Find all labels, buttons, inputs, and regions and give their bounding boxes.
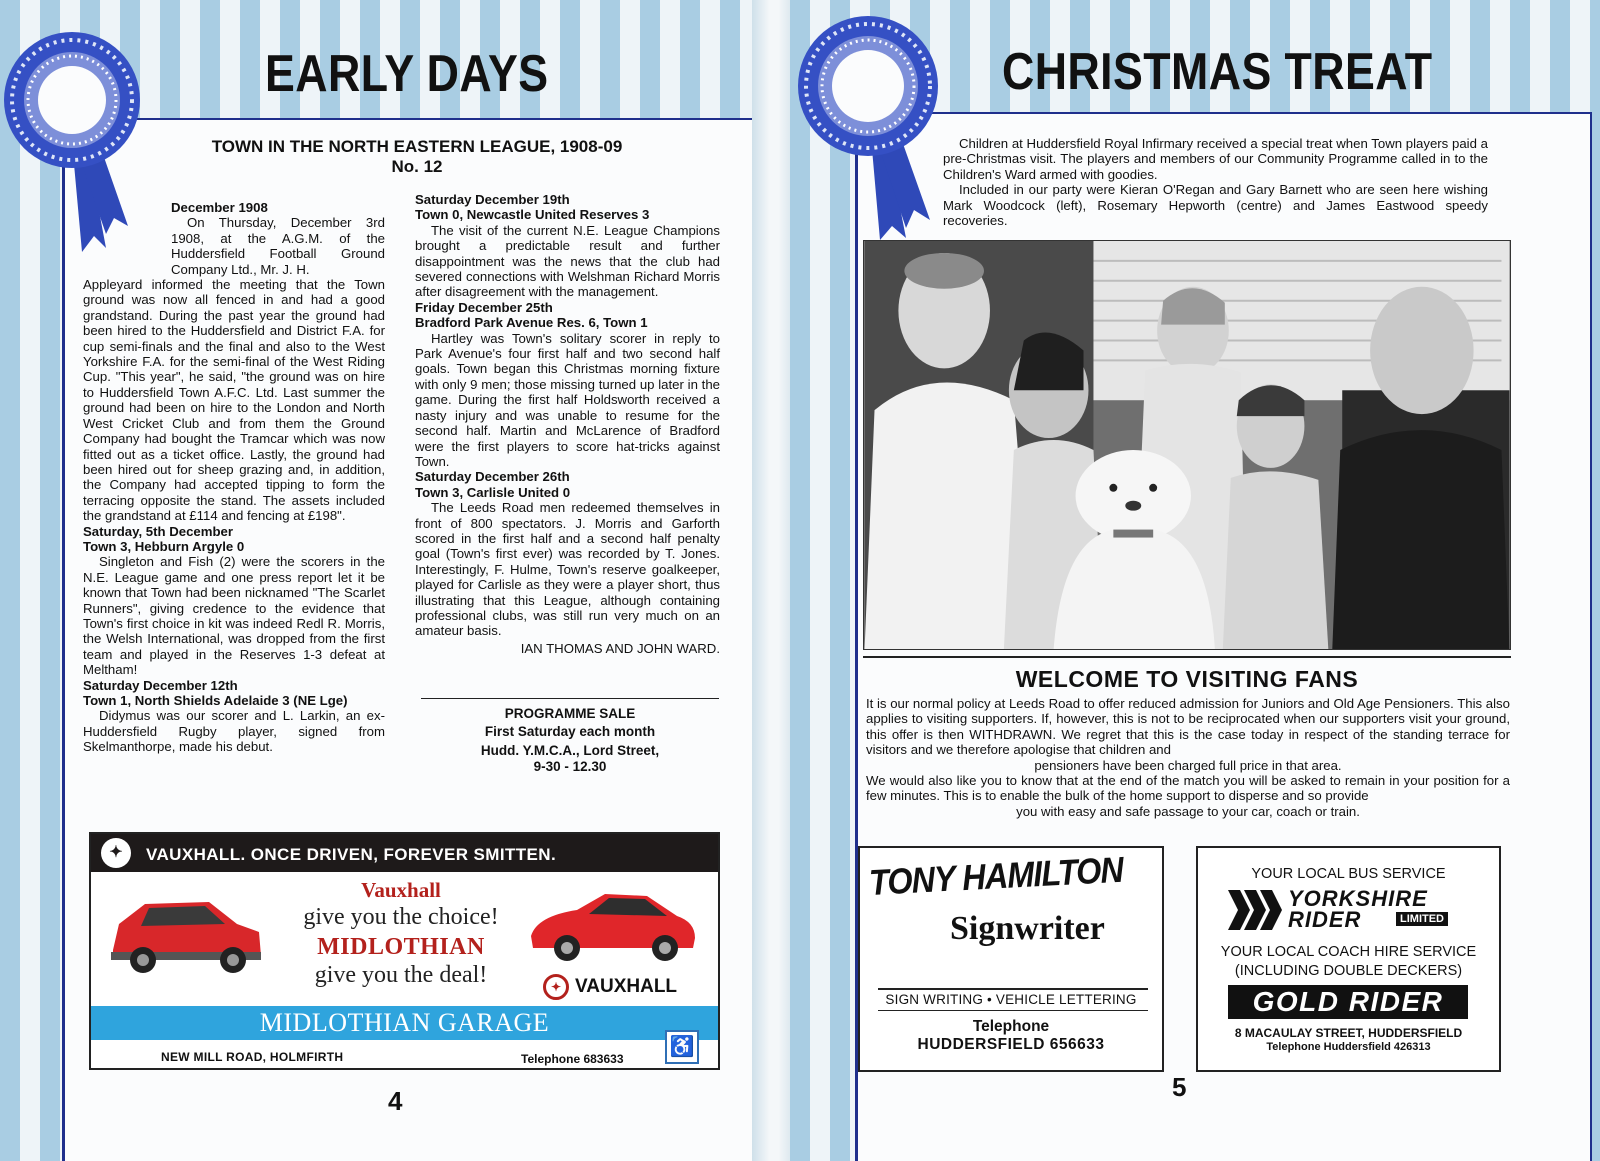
section-subheading: Friday December 25th <box>415 299 553 315</box>
page-number: 5 <box>1172 1072 1187 1102</box>
divider <box>863 656 1511 658</box>
article-panel <box>855 112 1592 1161</box>
advert-phone-label: Telephone <box>972 1018 1050 1035</box>
section-subheading: Saturday, 5th December <box>83 523 234 539</box>
right-page <box>790 0 1600 1161</box>
programme-sale-title: PROGRAMME SALE <box>504 706 636 721</box>
section-subheading: Saturday December 26th <box>415 469 570 485</box>
garage-address: NEW MILL ROAD, HOLMFIRTH <box>161 1050 344 1064</box>
divider <box>878 1010 1148 1011</box>
vauxhall-advert <box>89 832 720 1070</box>
yorkshire-rider-logo <box>1228 886 1472 934</box>
advert-brand-suffix: LIMITED <box>1396 912 1448 926</box>
vauxhall-logo <box>543 974 677 1000</box>
garage-name-band: MIDLOTHIAN GARAGE <box>91 1006 718 1040</box>
match-result: Bradford Park Avenue Res. 6, Town 1 <box>415 315 648 331</box>
section-subheading: Saturday December 12th <box>83 677 238 693</box>
wheelchair-icon: ♿ <box>665 1030 699 1064</box>
divider <box>878 988 1148 990</box>
advert-line: (INCLUDING DOUBLE DECKERS) <box>1234 963 1463 979</box>
advert-slogan: VAUXHALL. ONCE DRIVEN, FOREVER SMITTEN. <box>146 845 557 864</box>
paragraph: Children at Huddersfield Royal Infirmary received a special treat when Town players paid a pre-Christmas visit. The players and members of our Community Programme called in to the Children's Ward armed with goodies. <box>943 136 1488 182</box>
advert-brand: YORKSHIRE <box>1288 886 1428 911</box>
programme-sale-line: 9-30 - 12.30 <box>533 759 607 774</box>
article-panel <box>62 118 754 1161</box>
divider <box>421 698 719 699</box>
match-result: Town 3, Hebburn Argyle 0 <box>83 538 245 554</box>
match-result: Town 1, North Shields Adelaide 3 (NE Lge) <box>83 693 348 708</box>
paragraph: Hartley was Town's solitary scorer in reply to Park Avenue's four first half and two second half goals. Town began this Christmas morning fixture with only 9 men; those missing turned up later in the game. During the first half Holdsworth received a nasty injury and was unable to resume for the second half. Martin and McLarence of Bradford were the first players to score hat-tricks against Town. <box>415 330 720 469</box>
advert-phone: Telephone Huddersfield 426313 <box>1266 1041 1431 1053</box>
page-heading: CHRISTMAS TREAT <box>1002 43 1433 101</box>
vauxhall-logo-text: VAUXHALL <box>575 976 678 998</box>
article-column-1 <box>83 200 385 755</box>
paragraph: On Thursday, December 3rd 1908, at the A.G.M. of the Huddersfield Football Ground Company Ltd., Mr. J. H. <box>171 215 385 277</box>
advert-dealer: MIDLOTHIAN <box>317 934 485 960</box>
yorkshire-rider-advert <box>1196 846 1501 1072</box>
advert-brand: Vauxhall <box>361 878 441 902</box>
paragraph: We would also like you to know that at the end of the match you will be asked to remain in your position for a few minutes. This is to enable the bulk of the home support to disperse and so provide <box>866 773 1510 804</box>
paragraph: Singleton and Fish (2) were the scorers in the N.E. League game and one press report let it be known that Town had been nicknamed "The Scarlet Runners", giving credence to the evidence that Town's first choice in kit was indeed Redl R. Morris, the Welsh International, was dropped from the first team and played in the Reserves 1-3 defeat at Meltham! <box>83 554 385 678</box>
christmas-article <box>943 136 1488 228</box>
advert-phone-number: HUDDERSFIELD 656633 <box>917 1036 1105 1053</box>
rosette-icon <box>794 14 944 244</box>
advert-services: SIGN WRITING • VEHICLE LETTERING <box>885 992 1137 1007</box>
paragraph: Appleyard informed the meeting that the Town ground was now all fenced in and had a good grandstand. During the past year the ground had been hired to the Huddersfield and District F.A. for cup semi-finals and the final and also to the West Yorkshire F.A. for the semi-final of the West Riding Cup. "This year", he said, "the ground was on hire to Huddersfield Town A.F.C. Ltd. Last summer the ground had been on hire to the London and North West Cricket Club and from them the Ground Company had bought the Tramcar which was now fitted out as a ticket office. Lastly, the ground had been hired out for sheep grazing and, in addition, the Company had accepted tipping to form the terracing opposite the stand. The assets included the grandstand at £114 and fencing at £198". <box>83 277 385 524</box>
paragraph: The visit of the current N.E. League Champions brought a predictable result and further disappointment was the news that the club had severed connections with Welshman Richard Morris after disagreement with the management. <box>415 222 720 300</box>
advert-line: YOUR LOCAL COACH HIRE SERVICE <box>1220 944 1477 960</box>
advert-brand: RIDER <box>1288 907 1362 932</box>
advert-line: YOUR LOCAL BUS SERVICE <box>1251 866 1446 882</box>
section-subheading: Saturday December 19th <box>415 192 570 207</box>
car-icon <box>105 894 267 980</box>
paragraph: Didymus was our scorer and L. Larkin, an ex-Huddersfield Rugby player, signed from Skelmanthorpe, made his debut. <box>83 708 385 755</box>
advert-trade: Signwriter <box>950 910 1105 947</box>
article-column-2 <box>415 192 720 656</box>
paragraph: Included in our party were Kieran O'Regan and Gary Barnett who are seen here wishing Mark Woodcock (left), Rosemary Hepworth (centre) and James Eastwood speedy recoveries. <box>943 182 1488 229</box>
vauxhall-griffin-icon: ✦ <box>543 974 569 1000</box>
programme-sale-line: Hudd. Y.M.C.A., Lord Street, <box>480 743 660 758</box>
programme-sale-line: First Saturday each month <box>484 724 656 739</box>
paragraph: pensioners have been charged full price in that area. <box>1034 757 1342 773</box>
match-result: Town 3, Carlisle United 0 <box>415 484 571 500</box>
article-title-line: TOWN IN THE NORTH EASTERN LEAGUE, 1908-09 <box>211 137 623 156</box>
page-heading: EARLY DAYS <box>265 45 549 103</box>
match-result: Town 0, Newcastle United Reserves 3 <box>415 207 650 223</box>
welcome-notice <box>866 696 1510 819</box>
left-page <box>0 0 758 1161</box>
hospital-visit-photo <box>863 240 1511 650</box>
gold-rider-logo: GOLD RIDER <box>1228 985 1468 1019</box>
advert-tagline: give you the deal! <box>314 962 488 988</box>
paragraph: The Leeds Road men redeemed themselves in front of 800 spectators. J. Morris and Garforth scored in the first half and a second half penalty goal (Town's first ever) was recorded by T. Jones. Interestingly, F. Hulme, Town's reserve goalkeeper, played for Carlisle as they were a player short, thus illustrating that this League, although containing professional clubs, was still run very much on an amateur basis. <box>415 500 720 639</box>
article-signature: IAN THOMAS AND JOHN WARD. <box>520 640 720 656</box>
advert-tagline: give you the choice! <box>303 904 499 930</box>
vauxhall-griffin-icon: ✦ <box>101 838 131 868</box>
page-number: 4 <box>388 1086 403 1116</box>
article-title <box>169 137 665 177</box>
garage-phone: Telephone 683633 <box>521 1052 624 1066</box>
advert-address: 8 MACAULAY STREET, HUDDERSFIELD <box>1234 1026 1463 1040</box>
signwriter-advert <box>858 846 1164 1072</box>
paragraph: you with easy and safe passage to your car, coach or train. <box>1016 803 1360 819</box>
advert-name: TONY HAMILTON <box>868 848 1124 903</box>
paragraph: It is our normal policy at Leeds Road to offer reduced admission for Juniors and Old Age Pensioners. This also applies to visiting supporters. If, however, this is not to be reciprocated when our supporters visit your ground, this offer is then WITHDRAWN. We regret that this is the case today in respect of the standing terrace for visitors and we therefore apologise that children and <box>866 696 1510 758</box>
article-number: No. 12 <box>391 157 443 176</box>
section-subheading: December 1908 <box>171 200 268 215</box>
welcome-heading: WELCOME TO VISITING FANS <box>1015 666 1359 692</box>
advert-slogan-band <box>91 834 718 872</box>
car-icon <box>527 886 699 966</box>
rosette-icon <box>2 30 142 260</box>
yorkshire-rider-logo-icon <box>1228 890 1282 930</box>
